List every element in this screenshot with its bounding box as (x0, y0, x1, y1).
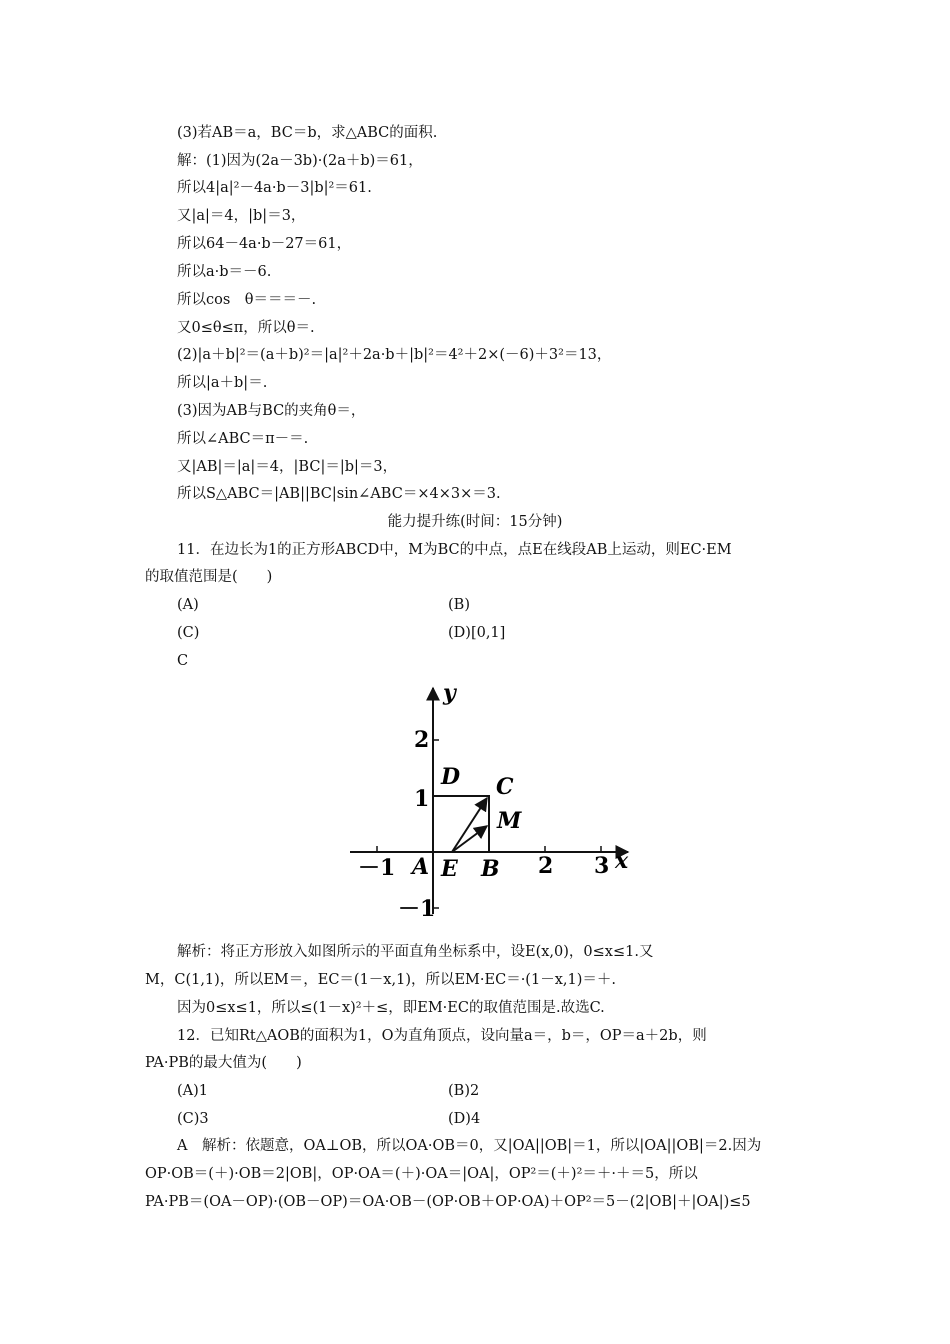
option-d: (D)[0,1] (448, 625, 506, 641)
vector-em (452, 826, 487, 852)
text-line: (3)因为AB与BC的夹角θ＝， (177, 403, 366, 419)
question-stem: PA·PB的最大值为( ) (145, 1055, 302, 1071)
point-label-e: E (441, 856, 458, 882)
solution-line: 解析：将正方形放入如图所示的平面直角坐标系中，设E(x,0)，0≤x≤1.又 (177, 944, 654, 960)
question-stem: 12．已知Rt△AOB的面积为1，O为直角顶点，设向量a＝，b＝，OP＝a＋2b，则 (177, 1028, 707, 1044)
text-line: 又0≤θ≤π，所以θ＝. (177, 320, 315, 336)
tick-label: －1 (398, 896, 436, 922)
option-b: (B) (448, 597, 470, 613)
solution-line: 因为0≤x≤1，所以≤(1－x)²＋≤，即EM·EC的取值范围是.故选C. (177, 1000, 605, 1016)
text-line: 解：(1)因为(2a－3b)·(2a＋b)＝61， (177, 153, 423, 169)
text-line: 又|a|＝4，|b|＝3， (177, 208, 306, 224)
point-label-b: B (481, 856, 500, 882)
text-line: 所以64－4a·b－27＝61， (177, 236, 352, 252)
point-label-c: C (496, 774, 514, 800)
solution-line: A 解析：依题意，OA⊥OB，所以OA·OB＝0，又|OA||OB|＝1，所以|OA||OB|＝2.因为 (177, 1138, 762, 1154)
tick-label: 3 (594, 853, 610, 879)
option-d: (D)4 (448, 1111, 481, 1127)
option-c: (C)3 (177, 1111, 209, 1127)
point-label-a: A (412, 854, 430, 880)
text-line: 所以4|a|²－4a·b－3|b|²＝61. (177, 180, 372, 196)
coordinate-figure (0, 680, 950, 940)
square-abcd (433, 796, 489, 852)
text-line: 所以a·b＝－6. (177, 264, 272, 280)
question-stem: 的取值范围是( ) (145, 569, 273, 585)
tick-label: 1 (414, 786, 430, 812)
vector-ec (452, 798, 487, 852)
text-line: (3)若AB＝a，BC＝b，求△ABC的面积. (177, 125, 438, 141)
option-a: (A) (177, 597, 199, 613)
text-line: 所以|a＋b|＝. (177, 375, 268, 391)
tick-label: 2 (538, 853, 554, 879)
x-axis-label: x (615, 848, 629, 874)
answer: C (177, 653, 189, 669)
point-label-m: M (497, 808, 522, 834)
option-c: (C) (177, 625, 200, 641)
section-title: 能力提升练(时间：15分钟) (387, 514, 563, 530)
point-label-d: D (441, 764, 461, 790)
option-b: (B)2 (448, 1083, 480, 1099)
text-line: (2)|a＋b|²＝(a＋b)²＝|a|²＋2a·b＋|b|²＝4²＋2×(－6)＋3²＝13， (177, 347, 612, 363)
solution-line: M，C(1,1)，所以EM＝，EC＝(1－x,1)，所以EM·EC＝·(1－x,1)＝＋. (145, 972, 616, 988)
tick-label: －1 (358, 855, 396, 881)
solution-line: OP·OB＝(＋)·OB＝2|OB|，OP·OA＝(＋)·OA＝|OA|，OP²＝(＋)²＝＋·＋＝5，所以 (145, 1166, 698, 1182)
text-line: 所以cos θ＝＝＝－. (177, 292, 317, 308)
y-axis-label: y (443, 680, 456, 706)
text-line: 所以∠ABC＝π－＝. (177, 431, 309, 447)
tick-label: 2 (414, 727, 430, 753)
question-stem: 11．在边长为1的正方形ABCD中，M为BC的中点，点E在线段AB上运动，则EC·EM (177, 542, 732, 558)
solution-line: PA·PB＝(OA－OP)·(OB－OP)＝OA·OB－(OP·OB＋OP·OA)＋OP²＝5－(2|OB|＋|OA|)≤5 (145, 1194, 751, 1210)
text-line: 又|AB|＝|a|＝4，|BC|＝|b|＝3， (177, 459, 398, 475)
text-line: 所以S△ABC＝|AB||BC|sin∠ABC＝×4×3×＝3. (177, 486, 501, 502)
option-a: (A)1 (177, 1083, 209, 1099)
